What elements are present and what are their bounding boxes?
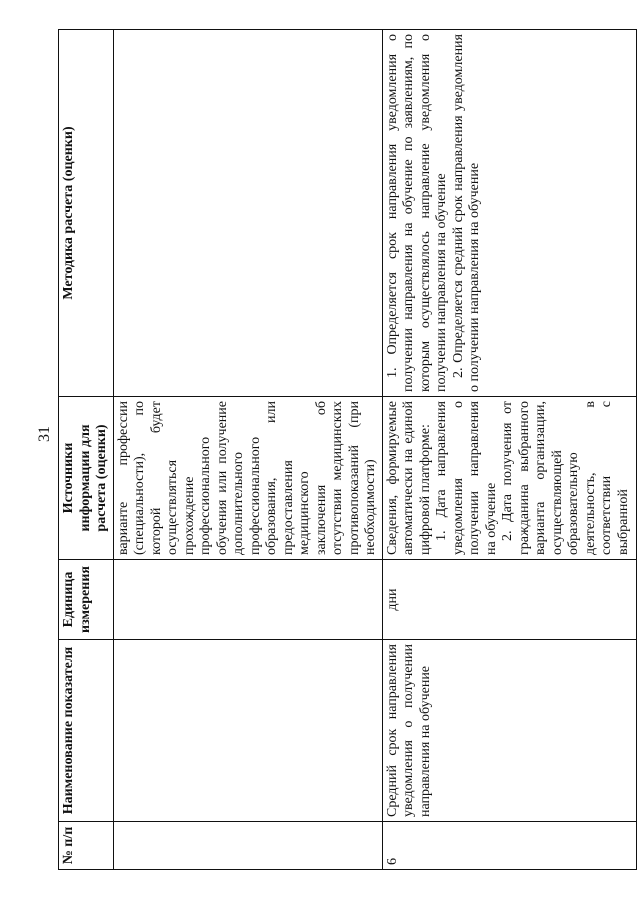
rotated-document [58,30,631,870]
header-num: № п/п [59,822,114,870]
row1-method [113,30,382,397]
header-indicator: Наименование показателя [59,640,114,822]
row1-num [113,822,382,870]
row2-num: 6 [382,822,636,870]
table-header-row [59,30,114,870]
row1-sources: варианте профессии (специальности), по которой будет осуществляться прохождение профессионального обучения или получение дополнительного профессионального образования, или предоставления медицинского заключения об отсутствии медицинских противопоказаний (при необходимости) [113,397,382,560]
row2-method-item-1: 1. Определяется срок направления уведомления о получении направления на обучение по заявлениям, по которым осуществлялось направление уведомления о получении направления на обучение [384,34,449,392]
row1-indicator [113,640,382,822]
row2-sources [382,397,636,560]
row2-sources-intro: Сведения, формируемые автоматически на единой цифровой платформе: [384,401,433,555]
page-number: 31 [36,426,53,442]
row2-indicator: Средний срок направления уведомления о получении направления на обучение [382,640,636,822]
row2-sources-item-1: 1. Дата направления уведомления о получении направления на обучение [434,401,499,555]
table-row [382,30,636,870]
indicator-table [58,29,637,870]
row2-sources-item-2: 2. Дата получения от гражданина выбранного варианта организации, осуществляющей образовательную деятельность, в соответствии с выбранной [500,401,631,555]
table-row [113,30,382,870]
row1-unit [113,560,382,640]
header-method: Методика расчета (оценки) [59,30,114,397]
row2-method-item-2: 2. Определяется средний срок направления уведомления о получении направления на обучение [450,34,482,392]
row2-method [382,30,636,397]
header-unit: Единица измерения [59,560,114,640]
header-sources: Источники информации для расчета (оценки) [59,397,114,560]
row2-unit: дни [382,560,636,640]
